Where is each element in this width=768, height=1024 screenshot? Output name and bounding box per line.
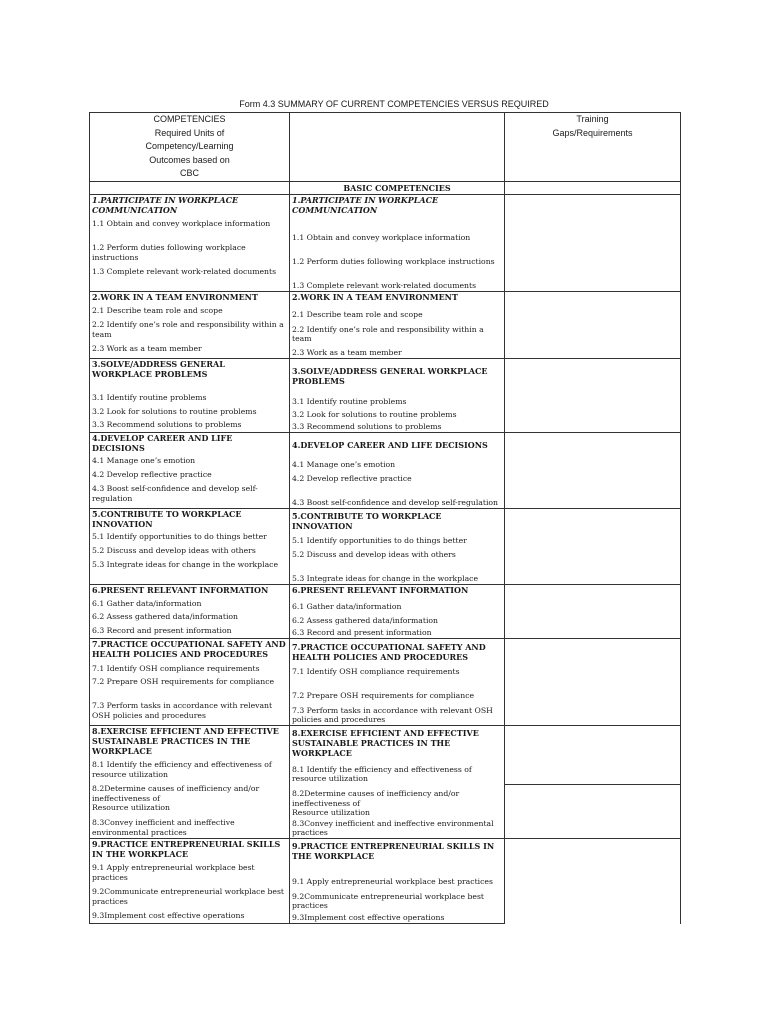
- required-outcome-item: 5.1 Identify opportunities to do things better: [90, 532, 290, 546]
- current-outcome-item: 5.1 Identify opportunities to do things better: [290, 532, 505, 546]
- required-outcome-item: 2.3 Work as a team member: [90, 344, 290, 359]
- current-outcome-item: 5.2 Discuss and develop ideas with others: [290, 546, 505, 560]
- required-unit-title: 6.PRESENT RELEVANT INFORMATION: [90, 585, 290, 600]
- training-gap-cell[interactable]: [505, 292, 681, 359]
- header-required-line: Required Units of: [154, 127, 225, 138]
- required-unit-title: 5.CONTRIBUTE TO WORKPLACE INNOVATION: [90, 509, 290, 533]
- current-outcome-item: 8.1 Identify the efficiency and effectiveness of resource utilization: [290, 760, 505, 784]
- required-outcome-item: 1.2 Perform duties following workplace instructions: [90, 243, 290, 267]
- current-outcome-item: 3.3 Recommend solutions to problems: [290, 420, 505, 433]
- training-gap-cell[interactable]: [505, 784, 681, 839]
- current-outcome-item: 7.1 Identify OSH compliance requirements: [290, 664, 505, 677]
- required-outcome-item: 7.3 Perform tasks in accordance with relevant OSH policies and procedures: [90, 701, 290, 726]
- basic-competencies-label: BASIC COMPETENCIES: [290, 182, 505, 195]
- header-training-line: Training: [576, 114, 609, 124]
- required-unit-title: 3.SOLVE/ADDRESS GENERAL WORKPLACE PROBLEMS: [90, 359, 290, 394]
- required-outcome-item: 6.3 Record and present information: [90, 626, 290, 639]
- section-title-row: [90, 839, 681, 864]
- section-title-row: [90, 585, 681, 600]
- required-outcome-item: 9.1 Apply entrepreneurial workplace best practices: [90, 863, 290, 887]
- header-required-cell: [90, 113, 290, 182]
- required-outcome-item: 7.1 Identify OSH compliance requirements: [90, 664, 290, 677]
- training-gap-cell[interactable]: [505, 509, 681, 585]
- current-outcome-item: 1.2 Perform duties following workplace instructions: [290, 243, 505, 267]
- current-outcome-item: 8.3Convey inefficient and ineffective environmental practices: [290, 818, 505, 839]
- section-title-row: [90, 292, 681, 307]
- current-outcome-item: 5.3 Integrate ideas for change in the workplace: [290, 560, 505, 585]
- current-outcome-item: 7.3 Perform tasks in accordance with relevant OSH policies and procedures: [290, 701, 505, 726]
- section-title-row: [90, 726, 681, 761]
- current-unit-title: 7.PRACTICE OCCUPATIONAL SAFETY AND HEALTH POLICIES AND PROCEDURES: [290, 639, 505, 665]
- required-outcome-item: 4.1 Manage one’s emotion: [90, 456, 290, 470]
- header-training-line: Gaps/Requirements: [552, 127, 633, 138]
- required-outcome-item: 1.1 Obtain and convey workplace information: [90, 219, 290, 243]
- section-title-row: [90, 433, 681, 457]
- training-gap-cell[interactable]: [505, 726, 681, 785]
- form-title: Form 4.3 SUMMARY OF CURRENT COMPETENCIES VERSUS REQUIRED: [239, 99, 549, 109]
- current-outcome-item: 2.2 Identify one’s role and responsibility within a team: [290, 320, 505, 344]
- current-outcome-item: 6.1 Gather data/information: [290, 599, 505, 612]
- current-outcome-item: 9.3Implement cost effective operations: [290, 911, 505, 924]
- current-outcome-item: 7.2 Prepare OSH requirements for compliance: [290, 677, 505, 701]
- required-unit-title: 8.EXERCISE EFFICIENT AND EFFECTIVE SUSTAINABLE PRACTICES IN THE WORKPLACE: [90, 726, 290, 761]
- current-outcome-item: 6.2 Assess gathered data/information: [290, 612, 505, 626]
- required-outcome-item: 2.2 Identify one’s role and responsibility within a team: [90, 320, 290, 344]
- current-outcome-item: 6.3 Record and present information: [290, 626, 505, 639]
- required-outcome-item: 5.2 Discuss and develop ideas with others: [90, 546, 290, 560]
- current-outcome-item: 1.3 Complete relevant work-related documents: [290, 267, 505, 292]
- current-outcome-item: 8.2Determine causes of inefficiency and/or ineffectiveness of Resource utilization: [290, 784, 505, 818]
- basic-competencies-row: [90, 182, 681, 195]
- required-outcome-item: 6.2 Assess gathered data/information: [90, 612, 290, 626]
- header-row: [90, 113, 681, 182]
- current-unit-title: 5.CONTRIBUTE TO WORKPLACE INNOVATION: [290, 509, 505, 533]
- current-unit-title: 1.PARTICIPATE IN WORKPLACE COMMUNICATION: [290, 195, 505, 220]
- training-gap-cell[interactable]: [505, 585, 681, 639]
- header-required-line: CBC: [179, 168, 199, 179]
- current-outcome-item: 3.1 Identify routine problems: [290, 393, 505, 407]
- section-title-row: [90, 359, 681, 394]
- required-outcome-item: 3.1 Identify routine problems: [90, 393, 290, 407]
- basic-gaps-cell: [505, 182, 681, 195]
- current-unit-title: 2.WORK IN A TEAM ENVIRONMENT: [290, 292, 505, 307]
- required-unit-title: 1.PARTICIPATE IN WORKPLACE COMMUNICATION: [90, 195, 290, 220]
- current-outcome-item: 9.2Communicate entrepreneurial workplace best practices: [290, 887, 505, 911]
- current-outcome-item: 2.3 Work as a team member: [290, 344, 505, 359]
- header-competencies: COMPETENCIES: [153, 114, 226, 124]
- required-unit-title: 9.PRACTICE ENTREPRENEURIAL SKILLS IN THE WORKPLACE: [90, 839, 290, 864]
- current-outcome-item: 4.3 Boost self-confidence and develop self-regulation: [290, 484, 505, 509]
- required-outcome-item: 4.2 Develop reflective practice: [90, 470, 290, 484]
- current-outcome-item: 4.2 Develop reflective practice: [290, 470, 505, 484]
- required-outcome-item: 2.1 Describe team role and scope: [90, 306, 290, 320]
- current-unit-title: 3.SOLVE/ADDRESS GENERAL WORKPLACE PROBLEMS: [290, 359, 505, 394]
- required-outcome-item: 4.3 Boost self-confidence and develop self-regulation: [90, 484, 290, 509]
- required-outcome-item: 6.1 Gather data/information: [90, 599, 290, 612]
- training-gap-cell[interactable]: [505, 433, 681, 509]
- required-outcome-item: 1.3 Complete relevant work-related documents: [90, 267, 290, 292]
- current-unit-title: 9.PRACTICE ENTREPRENEURIAL SKILLS IN THE WORKPLACE: [290, 839, 505, 864]
- section-title-row: [90, 639, 681, 665]
- training-gap-cell[interactable]: [505, 359, 681, 433]
- required-outcome-item: 8.3Convey inefficient and ineffective environmental practices: [90, 818, 290, 839]
- header-current-cell: [290, 113, 505, 182]
- basic-left-cell: [90, 182, 290, 195]
- current-outcome-item: 3.2 Look for solutions to routine problems: [290, 407, 505, 420]
- current-unit-title: 6.PRESENT RELEVANT INFORMATION: [290, 585, 505, 600]
- required-unit-title: 7.PRACTICE OCCUPATIONAL SAFETY AND HEALTH POLICIES AND PROCEDURES: [90, 639, 290, 665]
- required-outcome-item: 9.2Communicate entrepreneurial workplace best practices: [90, 887, 290, 911]
- required-outcome-item: 8.1 Identify the efficiency and effectiveness of resource utilization: [90, 760, 290, 784]
- header-required-line: Competency/Learning: [145, 141, 234, 152]
- section-title-row: [90, 195, 681, 220]
- competencies-table: [89, 112, 681, 924]
- required-unit-title: 2.WORK IN A TEAM ENVIRONMENT: [90, 292, 290, 307]
- required-outcome-item: 8.2Determine causes of inefficiency and/or ineffectiveness of Resource utilization: [90, 784, 290, 818]
- required-unit-title: 4.DEVELOP CAREER AND LIFE DECISIONS: [90, 433, 290, 457]
- current-unit-title: 4.DEVELOP CAREER AND LIFE DECISIONS: [290, 433, 505, 457]
- training-gap-cell[interactable]: [505, 195, 681, 292]
- section-title-row: [90, 509, 681, 533]
- header-training-cell: [505, 113, 681, 182]
- header-required-line: Outcomes based on: [149, 154, 230, 165]
- required-outcome-item: 3.2 Look for solutions to routine problems: [90, 407, 290, 420]
- required-outcome-item: 3.3 Recommend solutions to problems: [90, 420, 290, 433]
- required-outcome-item: 5.3 Integrate ideas for change in the workplace: [90, 560, 290, 585]
- training-gap-cell[interactable]: [505, 839, 681, 924]
- required-outcome-item: 7.2 Prepare OSH requirements for compliance: [90, 677, 290, 701]
- section-item-row: [90, 784, 681, 818]
- current-outcome-item: 2.1 Describe team role and scope: [290, 306, 505, 320]
- current-outcome-item: 4.1 Manage one’s emotion: [290, 456, 505, 470]
- current-unit-title: 8.EXERCISE EFFICIENT AND EFFECTIVE SUSTAINABLE PRACTICES IN THE WORKPLACE: [290, 726, 505, 761]
- current-outcome-item: 1.1 Obtain and convey workplace information: [290, 219, 505, 243]
- current-outcome-item: 9.1 Apply entrepreneurial workplace best practices: [290, 863, 505, 887]
- training-gap-cell[interactable]: [505, 639, 681, 726]
- required-outcome-item: 9.3Implement cost effective operations: [90, 911, 290, 924]
